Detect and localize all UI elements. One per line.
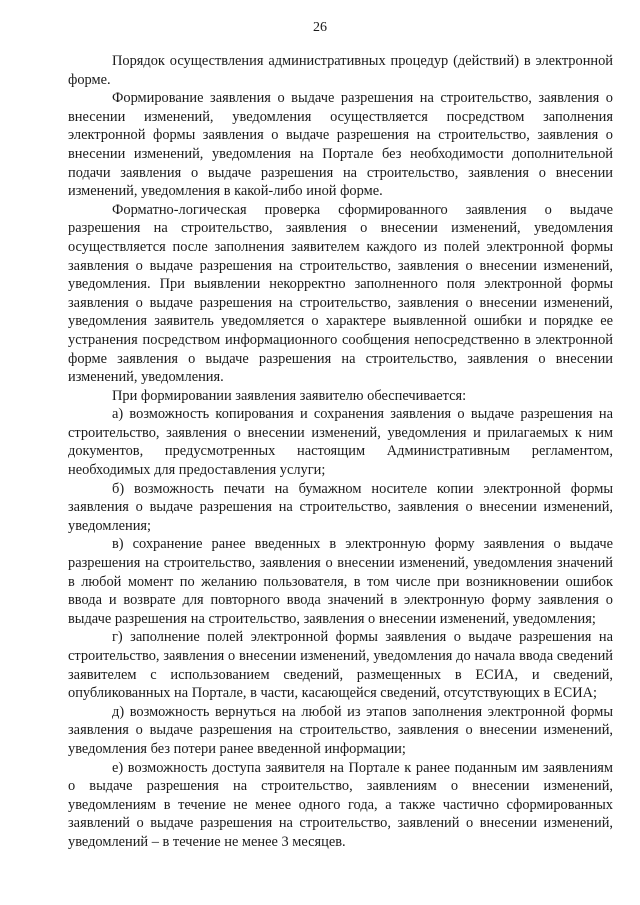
paragraph-item-v: в) сохранение ранее введенных в электронную форму заявления о выдаче разрешения на строительство, заявления о внесении изменений, уведомления значений в любой момент по желанию пользователя, в том числе при возникновении ошибок ввода и возврате для повторного ввода значений в электронную форму заявления о выдаче разрешения на строительство, заявления о внесении изменений, уведомления; [68,536,613,627]
paragraph-item-e: е) возможность доступа заявителя на Портале к ранее поданным им заявлениям о выдаче разрешения на строительство, заявлениям о внесении изменений, уведомлениям в течение не менее одного года, а также частично сформированных заявлений о выдаче разрешения на строительство, заявлений о внесении изменений, уведомлений – в течение не менее 3 месяцев. [68,759,613,850]
page-number: 26 [313,20,327,35]
document-body [68,52,613,852]
paragraph-format-check: Форматно-логическая проверка сформированного заявления о выдаче разрешения на строительство, заявления о внесении изменений, уведомления осуществляется после заполнения заявителем каждого из полей электронной формы заявления о выдаче разрешения на строительство, заявления о внесении изменений, уведомления. При выявлении некорректно заполненного поля электронной формы заявления о выдаче разрешения на строительство, заявления о внесении изменений, уведомления заявитель уведомляется о характере выявленной ошибки и порядке ее устранения посредством информационного сообщения непосредственно в электронной форме заявления о выдаче разрешения на строительство, заявления о внесении изменений, уведомления. [68,201,613,386]
paragraph-procedure-heading: Порядок осуществления административных процедур (действий) в электронной форме. [68,53,613,88]
paragraph-item-d: д) возможность вернуться на любой из этапов заполнения электронной формы заявления о выдаче разрешения на строительство, заявления о внесении изменений, уведомления без потери ранее введенной информации; [68,703,613,757]
paragraph-item-b: б) возможность печати на бумажном носителе копии электронной формы заявления о выдаче разрешения на строительство, заявления о внесении изменений, уведомления; [68,480,613,534]
paragraph-form-submission: Формирование заявления о выдаче разрешения на строительство, заявления о внесении изменений, уведомления осуществляется посредством заполнения электронной формы заявления о выдаче разрешения на строительство, заявления о внесении изменений, уведомления на Портале без необходимости дополнительной подачи заявления о выдаче разрешения на строительство, заявления о внесении изменений, уведомления в какой-либо иной форме. [68,90,613,200]
paragraph-provisions-intro: При формировании заявления заявителю обеспечивается: [112,387,467,404]
paragraph-item-g: г) заполнение полей электронной формы заявления о выдаче разрешения на строительство, заявления о внесении изменений, уведомления до начала ввода сведений заявителем с использованием сведений, размещенных в ЕСИА, и сведений, опубликованных на Портале, в части, касающейся сведений, отсутствующих в ЕСИА; [68,629,613,702]
paragraph-item-a: а) возможность копирования и сохранения заявления о выдаче разрешения на строительство, заявления о внесении изменений, уведомления и прилагаемых к ним документов, предусмотренных настоящим Административным регламентом, необходимых для предоставления услуги; [68,406,613,479]
